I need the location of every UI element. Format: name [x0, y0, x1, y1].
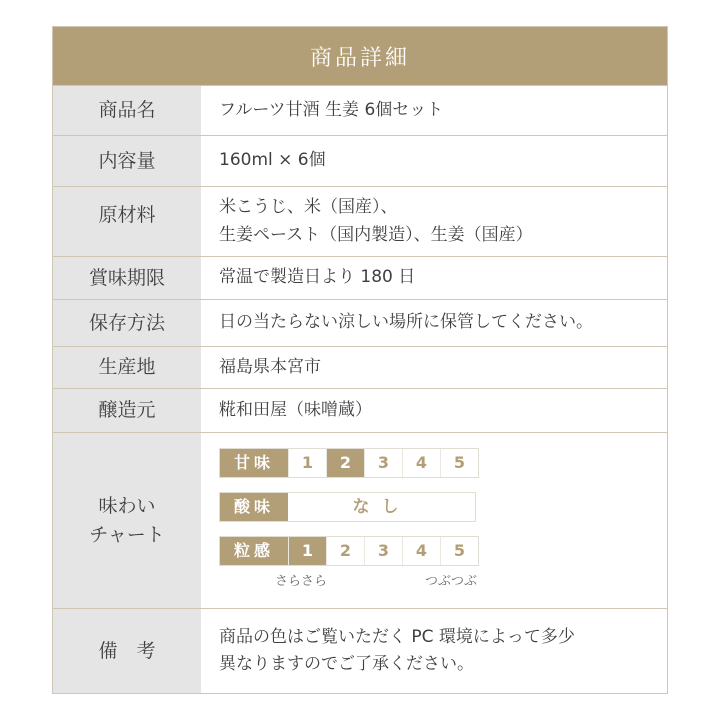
sweetness-level-4: 4: [402, 449, 440, 477]
texture-level-2: 2: [326, 537, 364, 565]
row-expiry: [53, 256, 667, 299]
texture-low-note: さらさら: [275, 574, 328, 590]
texture-scale-notes: [219, 572, 477, 593]
notes-line-1: 商品の色はご覧いただく PC 環境によって多少: [219, 626, 575, 647]
ingredients-line-2: 生姜ペースト（国内製造）、生姜（国産）: [219, 224, 533, 245]
row-storage: [53, 299, 667, 346]
row-label: [53, 433, 201, 608]
ingredients-line-1: 米こうじ、米（国産）、: [219, 197, 398, 218]
texture-level-1: 1: [288, 537, 326, 565]
product-name-value: フルーツ甘酒 生姜 6個セット: [219, 99, 444, 120]
row-label: 保存方法: [53, 300, 201, 346]
acidity-value: なし: [352, 496, 411, 517]
sweetness-level-2: 2: [326, 449, 364, 477]
row-label: 生産地: [53, 347, 201, 388]
row-taste-chart: [53, 432, 667, 608]
taste-label-line-2: チャート: [89, 523, 165, 546]
texture-level-5: 5: [440, 537, 478, 565]
row-label: 商品名: [53, 86, 201, 135]
content-value: 160ml × 6個: [219, 150, 326, 171]
notes-value: [201, 609, 667, 693]
row-label: 醸造元: [53, 389, 201, 432]
row-ingredients: [53, 186, 667, 256]
row-content: [53, 135, 667, 186]
texture-level-3: 3: [364, 537, 402, 565]
table-title: 商品詳細: [53, 27, 667, 85]
sweetness-label: 甘味: [220, 449, 288, 477]
texture-scale: [219, 536, 479, 566]
row-label: 賞味期限: [53, 257, 201, 299]
row-label: 内容量: [53, 136, 201, 186]
taste-label-line-1: 味わい: [98, 495, 156, 517]
row-brewer: [53, 388, 667, 432]
expiry-value: 常温で製造日より 180 日: [219, 267, 416, 288]
product-details-table: [52, 26, 668, 694]
sweetness-level-3: 3: [364, 449, 402, 477]
notes-line-2: 異なりますのでご了承ください。: [219, 654, 474, 674]
row-product-name: [53, 85, 667, 135]
acidity-scale: [219, 492, 476, 522]
sweetness-scale: [219, 448, 479, 478]
sweetness-level-5: 5: [440, 449, 478, 477]
texture-level-4: 4: [402, 537, 440, 565]
row-label: 備 考: [53, 609, 201, 693]
row-notes: [53, 608, 667, 693]
row-label: 原材料: [53, 187, 201, 256]
taste-chart: [201, 433, 667, 608]
origin-value: 福島県本宮市: [219, 356, 321, 377]
sweetness-level-1: 1: [288, 449, 326, 477]
ingredients-value: [201, 187, 667, 256]
row-origin: [53, 346, 667, 388]
texture-label: 粒感: [220, 537, 288, 565]
brewer-value: 糀和田屋（味噌蔵）: [219, 399, 372, 420]
texture-high-note: つぶつぶ: [424, 574, 477, 590]
storage-value: 日の当たらない涼しい場所に保管してください。: [219, 312, 593, 333]
acidity-label: 酸味: [220, 493, 288, 521]
